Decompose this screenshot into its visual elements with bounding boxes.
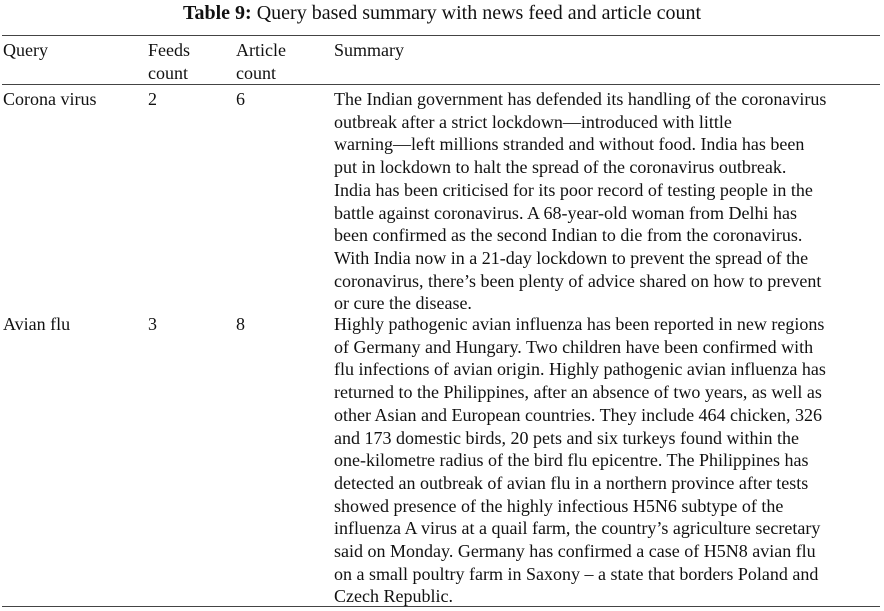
summary-line: one-kilometre radius of the bird flu epicentre. The Philippines has <box>334 450 809 471</box>
row-1-feeds-count: 2 <box>148 89 157 109</box>
summary-line: flu infections of avian origin. Highly pathogenic avian influenza has <box>334 359 826 380</box>
header-articles-line-1: Article <box>236 40 286 60</box>
row-2-article-count: 8 <box>236 314 245 334</box>
summary-line: of Germany and Hungary. Two children have been confirmed with <box>334 336 814 357</box>
summary-line: With India now in a 21-day lockdown to prevent the spread of the <box>334 247 809 268</box>
row-1-summary <box>334 88 882 315</box>
table-caption-label: Table 9: <box>182 2 252 24</box>
header-feeds-count <box>148 39 190 84</box>
summary-line: put in lockdown to halt the spread of the coronavirus outbreak. <box>334 157 787 178</box>
table-bottom-rule <box>2 606 880 607</box>
header-query: Query <box>3 40 48 60</box>
row-2-query: Avian flu <box>3 314 71 334</box>
header-feeds-line-1: Feeds <box>148 40 190 60</box>
summary-line: India has been criticised for its poor record of testing people in the <box>334 179 813 200</box>
summary-line: said on Monday. Germany has confirmed a case of H5N8 avian flu <box>334 541 816 562</box>
summary-line: warning—left millions stranded and without food. India has been <box>334 134 805 155</box>
summary-line: battle against coronavirus. A 68-year-old woman from Delhi has <box>334 202 798 223</box>
summary-line: returned to the Philippines, after an absence of two years, as well as <box>334 382 822 403</box>
table-top-rule <box>2 35 880 36</box>
summary-line: Czech Republic. <box>334 586 453 607</box>
row-1-article-count: 6 <box>236 89 245 109</box>
summary-line: on a small poultry farm in Saxony – a state that borders Poland and <box>334 563 819 584</box>
table-caption-text: Query based summary with news feed and article count <box>256 2 702 24</box>
table-caption <box>0 2 884 24</box>
summary-line: detected an outbreak of avian flu in a northern province after tests <box>334 472 809 493</box>
summary-line: been confirmed as the second Indian to die from the coronavirus. <box>334 225 803 246</box>
summary-line: and 173 domestic birds, 20 pets and six turkeys found within the <box>334 427 799 448</box>
summary-line: influenza A virus at a quail farm, the country’s agriculture secretary <box>334 518 821 539</box>
summary-line: Highly pathogenic avian influenza has been reported in new regions <box>334 314 825 334</box>
summary-line: or cure the disease. <box>334 293 472 314</box>
summary-line: other Asian and European countries. They include 464 chicken, 326 <box>334 404 823 425</box>
header-article-count <box>236 39 286 84</box>
summary-line: showed presence of the highly infectious H5N6 subtype of the <box>334 495 784 516</box>
row-2-feeds-count: 3 <box>148 314 157 334</box>
header-articles-line-2: count <box>236 62 276 83</box>
table-header-rule <box>2 84 880 85</box>
header-feeds-line-2: count <box>148 62 188 83</box>
row-1-query: Corona virus <box>3 89 97 109</box>
row-2-summary <box>334 313 882 608</box>
header-summary: Summary <box>334 40 404 60</box>
summary-line: coronavirus, there’s been plenty of advice shared on how to prevent <box>334 270 822 291</box>
summary-line: The Indian government has defended its handling of the coronavirus <box>334 89 827 109</box>
summary-line: outbreak after a strict lockdown—introduced with little <box>334 111 732 132</box>
